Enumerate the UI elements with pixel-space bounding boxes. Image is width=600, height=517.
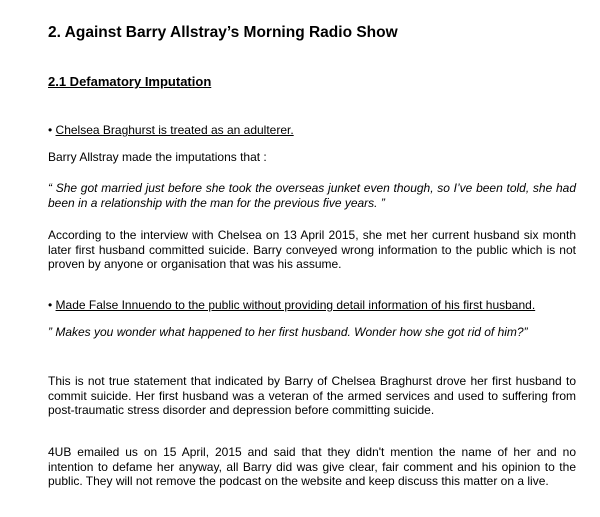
point1-intro: Barry Allstray made the imputations that : bbox=[48, 150, 267, 164]
point2-heading-text: Made False Innuendo to the public without providing detail information of his first husband. bbox=[55, 298, 536, 312]
bullet: • bbox=[48, 123, 53, 137]
point2-body1: This is not true statement that indicated by Barry of Chelsea Braghurst drove her first husband to commit suicide. Her first husband was a veteran of the armed services and used to suffering from post-traumatic stress disorder and depression before committing suicide. bbox=[48, 374, 576, 417]
point2-quote: ” Makes you wonder what happened to her first husband. Wonder how she got rid of him?” bbox=[48, 325, 528, 339]
point2-body2: 4UB emailed us on 15 April, 2015 and said that they didn't mention the name of her and no intention to defame her anyway, all Barry did was give clear, fair comment and his opinion to the public. They will not remove the podcast on the website and keep discuss this matter on a live. bbox=[48, 445, 576, 488]
bullet: • bbox=[48, 298, 53, 312]
section-heading: 2. Against Barry Allstray’s Morning Radio Show bbox=[48, 24, 398, 41]
point1-heading-text: Chelsea Braghurst is treated as an adulterer. bbox=[55, 123, 294, 137]
subsection-heading: 2.1 Defamatory Imputation bbox=[48, 74, 212, 89]
point1-quote: “ She got married just before she took the overseas junket even though, so I’ve been told, she had been in a relationship with the man for the previous five years. ” bbox=[48, 181, 576, 210]
point1-body: According to the interview with Chelsea on 13 April 2015, she met her current husband six month later first husband committed suicide. Barry conveyed wrong information to the public which is not proven by anyone or organisation that was his assume. bbox=[48, 228, 576, 271]
point1-heading bbox=[48, 123, 576, 138]
point2-heading bbox=[48, 298, 576, 313]
